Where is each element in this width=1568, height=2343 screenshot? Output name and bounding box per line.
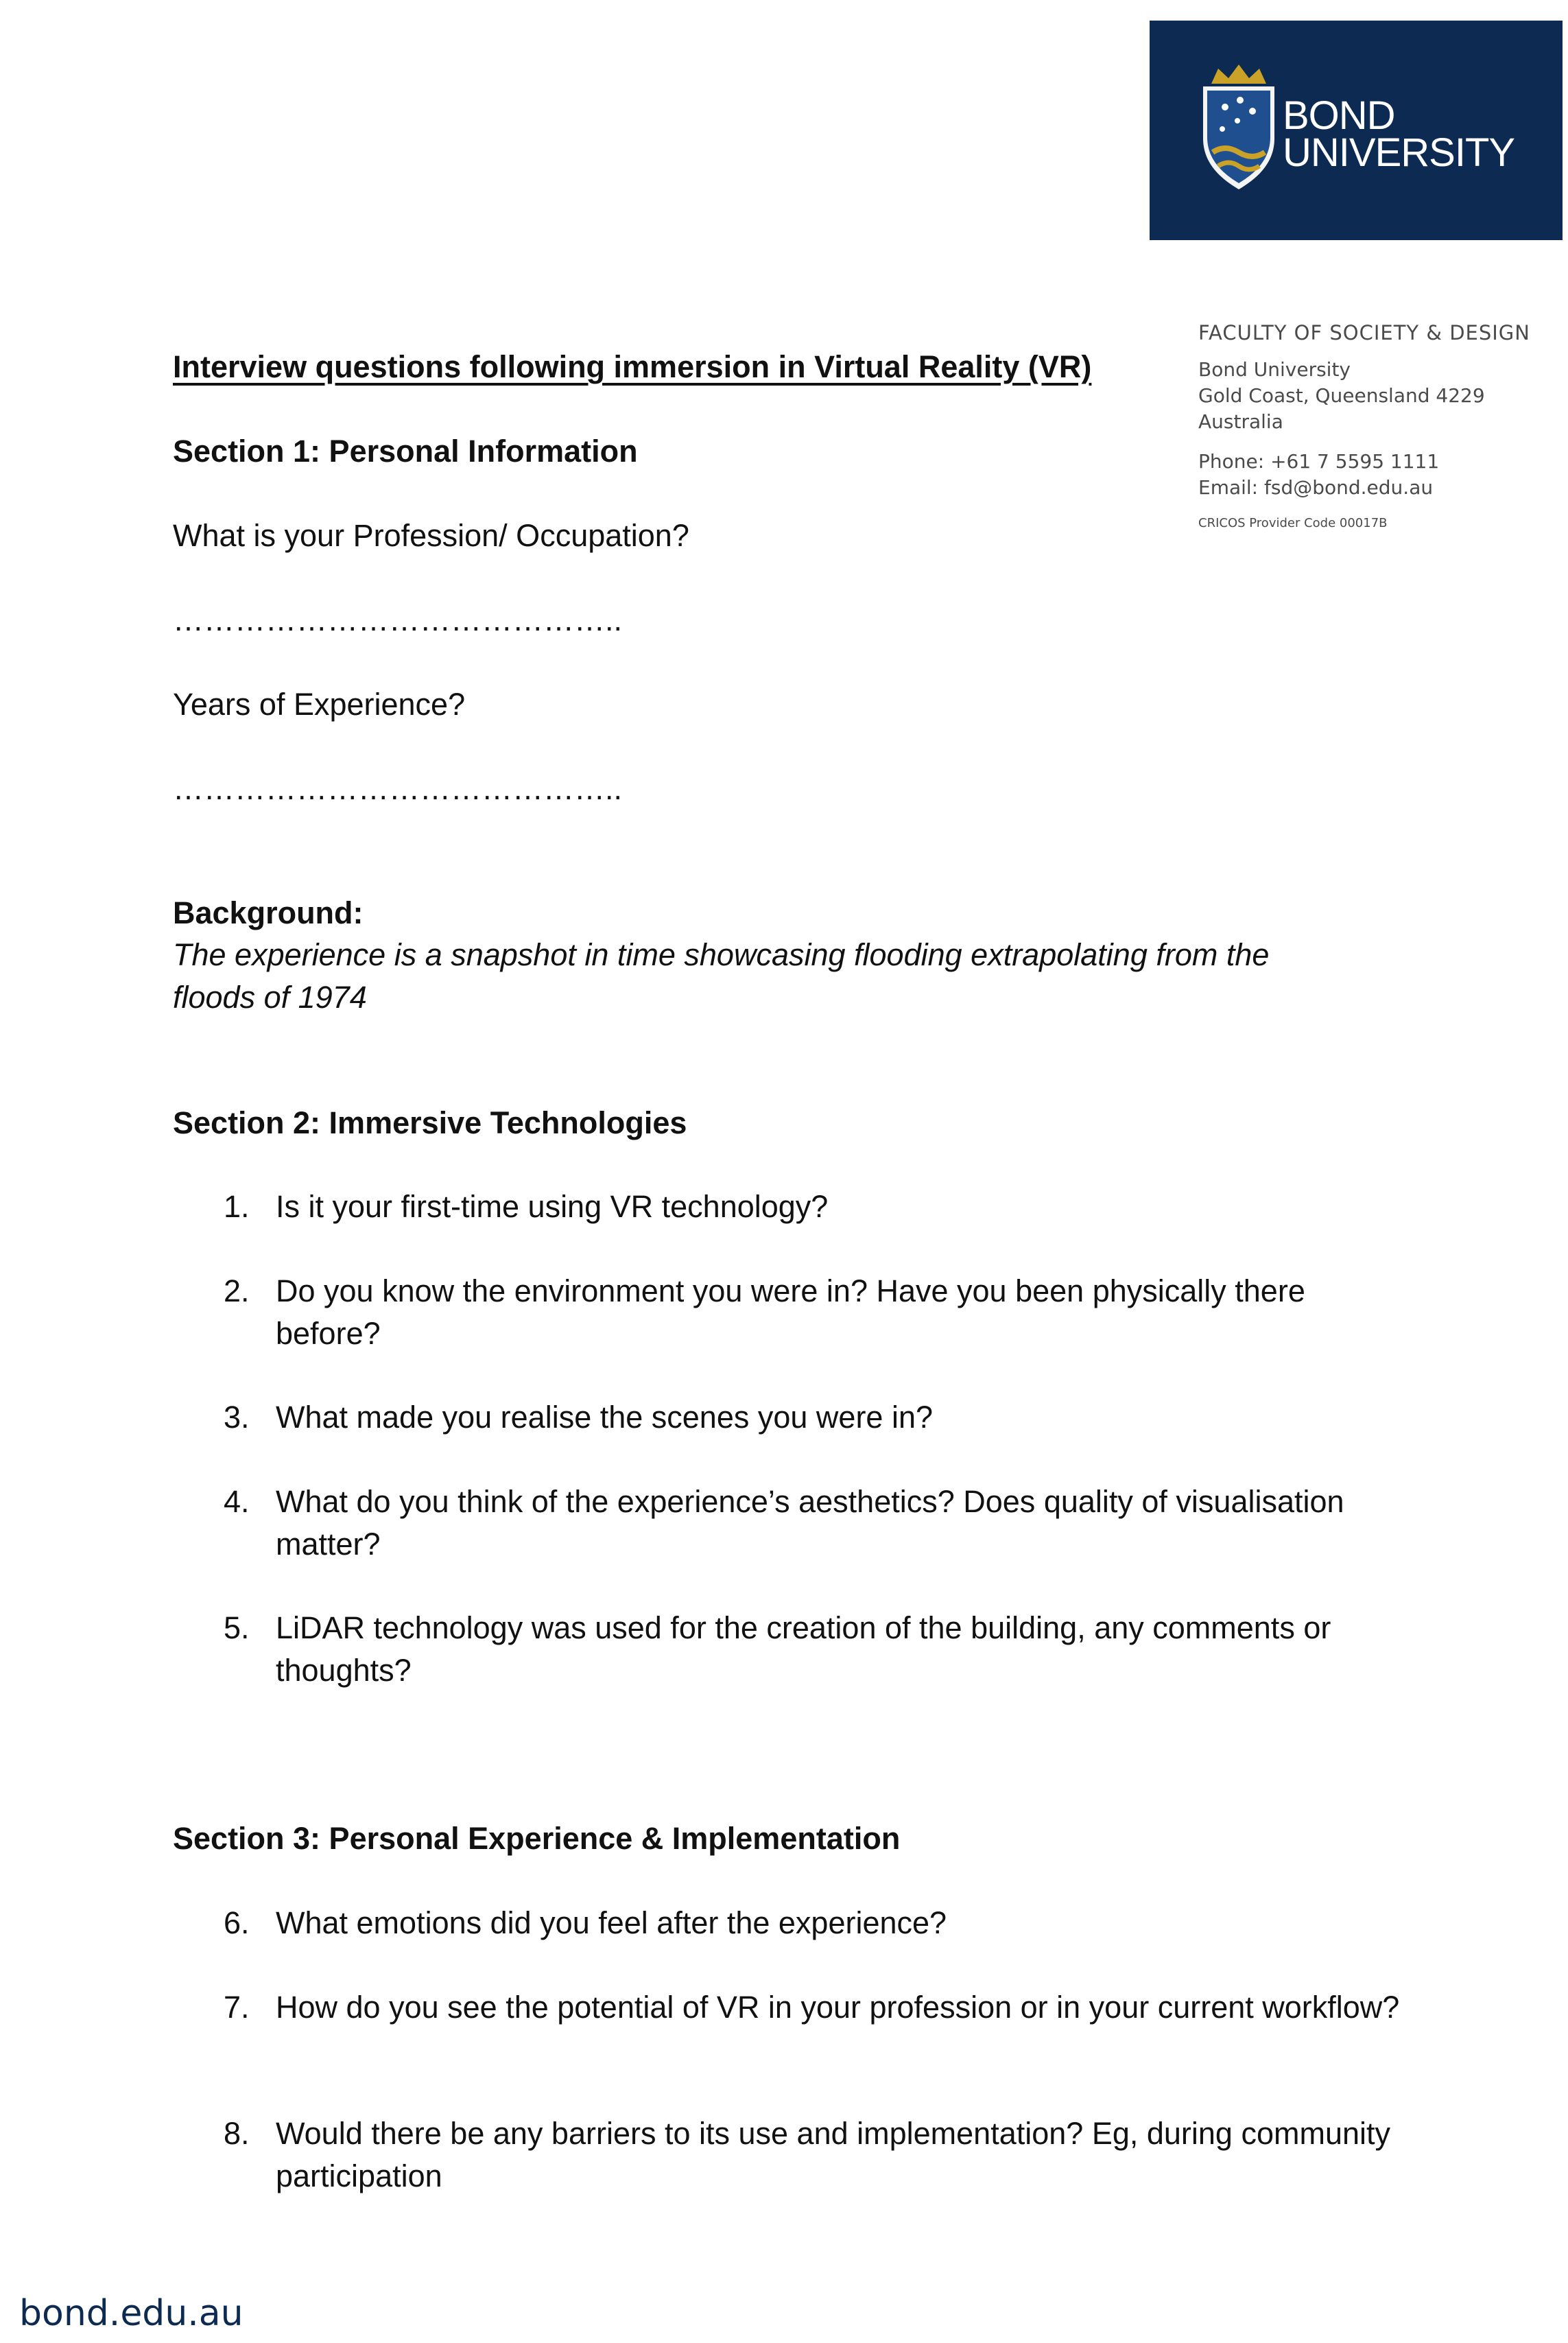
faculty-contact-block <box>1198 321 1530 530</box>
phone-line: Phone: +61 7 5595 1111 <box>1198 450 1440 473</box>
question-number: 1. <box>224 1189 250 1224</box>
section2-heading: Section 2: Immersive Technologies <box>173 1105 687 1140</box>
university-logo <box>1150 21 1563 240</box>
question-years: Years of Experience? <box>173 687 466 722</box>
question-number: 5. <box>224 1610 250 1645</box>
list-item <box>173 2112 1407 2198</box>
list-item <box>173 1270 1407 1355</box>
faculty-name: FACULTY OF SOCIETY & DESIGN <box>1198 321 1530 344</box>
question-text: What emotions did you feel after the experience? <box>276 1905 947 1940</box>
question-text: Is it your first-time using VR technology? <box>276 1189 829 1224</box>
question-number: 6. <box>224 1905 250 1940</box>
list-item <box>173 1396 1407 1439</box>
question-number: 7. <box>224 1990 250 2025</box>
question-text: LiDAR technology was used for the creation of the building, any comments or thoughts? <box>276 1610 1331 1688</box>
list-item <box>173 1481 1407 1566</box>
question-text: Would there be any barriers to its use and implementation? Eg, during community participation <box>276 2116 1391 2193</box>
address-line-2: Gold Coast, Queensland 4229 <box>1198 384 1485 407</box>
footer-url[interactable]: bond.edu.au <box>19 2293 243 2334</box>
address-line-1: Bond University <box>1198 358 1351 381</box>
list-item <box>173 1986 1407 2071</box>
list-item <box>173 1186 1407 1228</box>
document-title: Interview questions following immersion in Virtual Reality (VR) <box>173 349 1092 384</box>
question-number: 3. <box>224 1400 250 1435</box>
question-number: 2. <box>224 1273 250 1308</box>
list-item <box>173 1607 1407 1692</box>
background-heading: Background: <box>173 895 364 930</box>
question-profession: What is your Profession/ Occupation? <box>173 518 689 553</box>
crest-icon <box>1198 63 1280 192</box>
question-number: 8. <box>224 2116 250 2151</box>
question-number: 4. <box>224 1484 250 1519</box>
question-text: What do you think of the experience’s aesthetics? Does quality of visualisation matter? <box>276 1484 1344 1562</box>
logo-text-bond: BOND <box>1283 93 1395 138</box>
email-line: Email: fsd@bond.edu.au <box>1198 476 1434 499</box>
background-text: The experience is a snapshot in time showcasing flooding extrapolating from the floods of 1974 <box>173 937 1270 1015</box>
section1-heading: Section 1: Personal Information <box>173 434 638 469</box>
list-item <box>173 1902 1407 1944</box>
cricos-code: CRICOS Provider Code 00017B <box>1198 516 1388 530</box>
answer-line-years: …………………………………….. <box>173 771 623 806</box>
question-text: What made you realise the scenes you were in? <box>276 1400 934 1435</box>
question-text: How do you see the potential of VR in your profession or in your current workflow? <box>276 1990 1400 2025</box>
logo-text-university: UNIVERSITY <box>1283 130 1515 175</box>
answer-line-profession: …………………………………….. <box>173 602 623 637</box>
question-text: Do you know the environment you were in? Have you been physically there before? <box>276 1273 1305 1351</box>
section3-heading: Section 3: Personal Experience & Implementation <box>173 1821 901 1856</box>
address-line-3: Australia <box>1198 410 1283 433</box>
